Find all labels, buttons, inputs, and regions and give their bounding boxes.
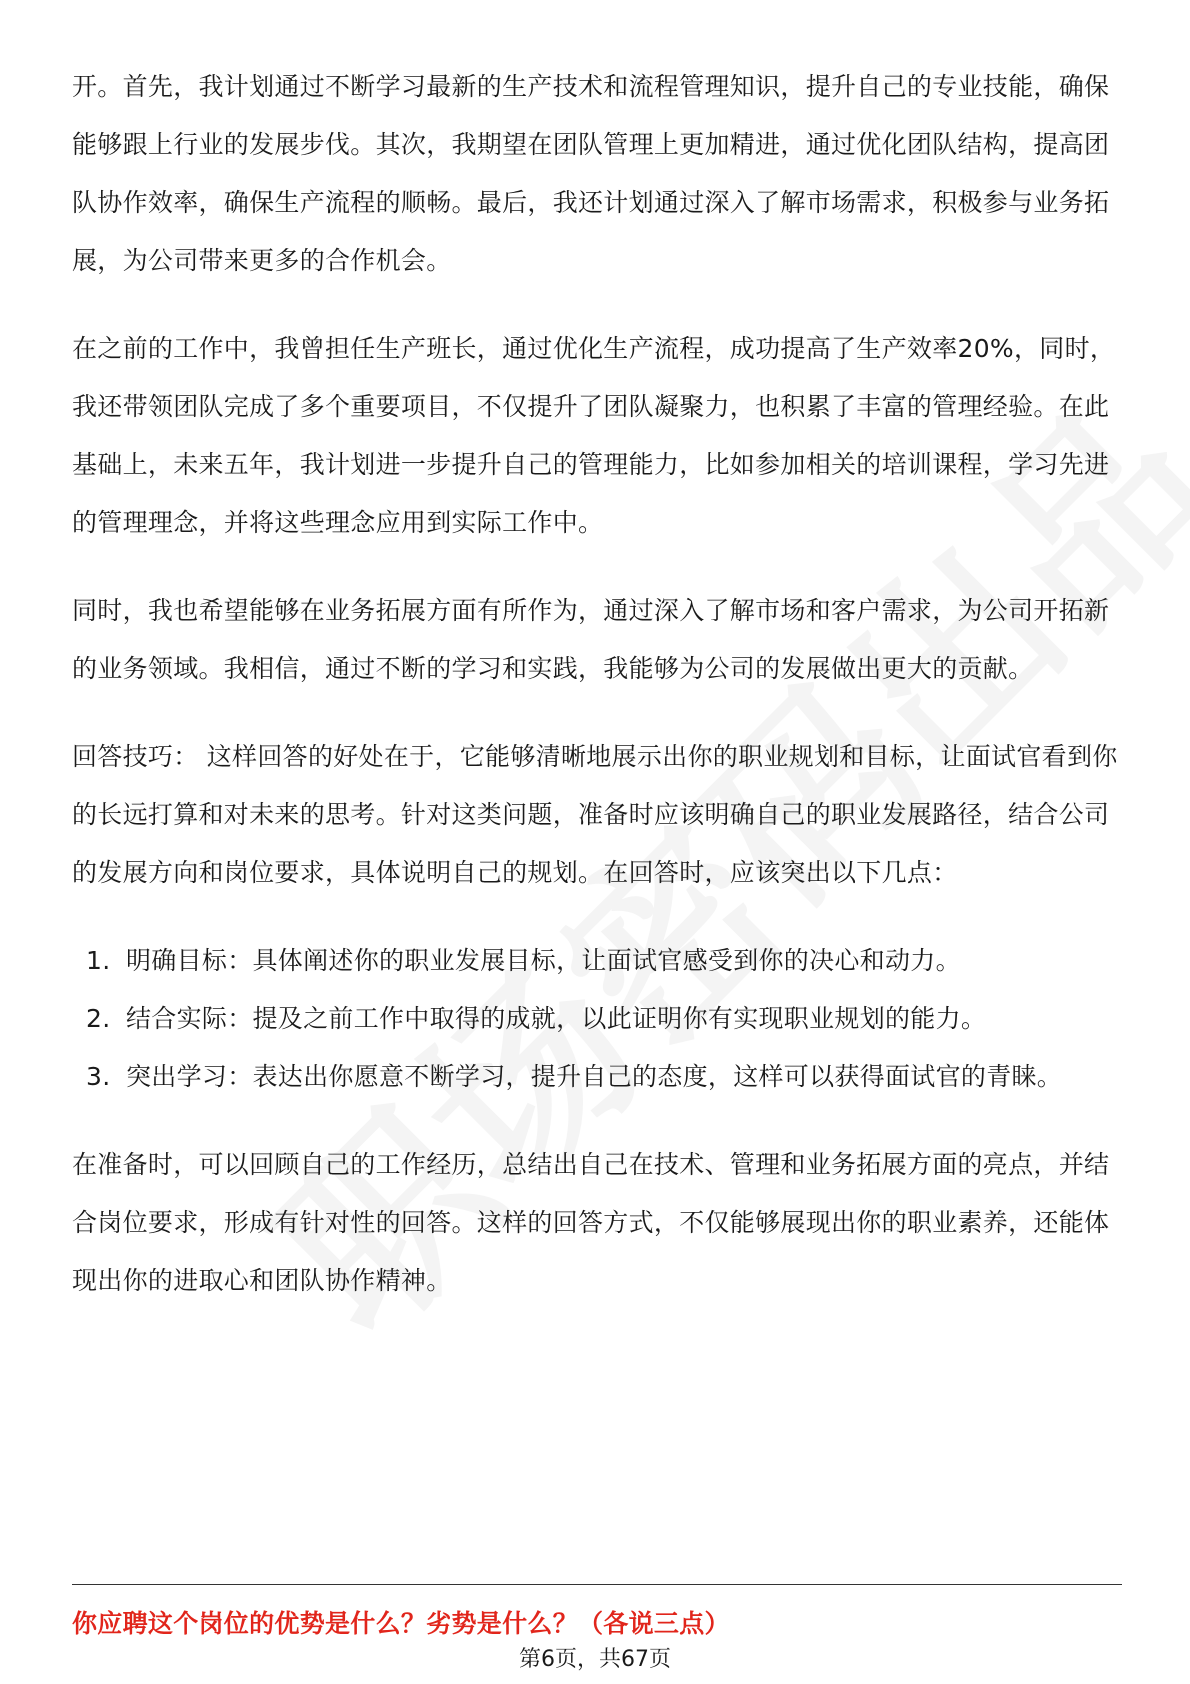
page-number-footer: 第6页，共67页	[519, 1647, 671, 1672]
list-item	[72, 1048, 1122, 1106]
list-number: 1.	[86, 946, 111, 975]
paragraph-2: 在之前的工作中，我曾担任生产班长，通过优化生产流程，成功提高了生产效率20%，同时，我还带领团队完成了多个重要项目，不仅提升了团队凝聚力，也积累了丰富的管理经验。在此基础上，未来五年，我计划进一步提升自己的管理能力，比如参加相关的培训课程，学习先进的管理理念，并将这些理念应用到实际工作中。	[72, 334, 1116, 537]
list-item	[72, 990, 1122, 1048]
closing-paragraph: 在准备时，可以回顾自己的工作经历，总结出自己在技术、管理和业务拓展方面的亮点，并结合岗位要求，形成有针对性的回答。这样的回答方式，不仅能够展现出你的职业素养，还能体现出你的进取心和团队协作精神。	[72, 1150, 1110, 1295]
section-divider	[72, 1584, 1122, 1585]
list-number: 2.	[86, 1004, 111, 1033]
list-text: 突出学习：表达出你愿意不断学习，提升自己的态度，这样可以获得面试官的青睐。	[126, 1062, 1063, 1091]
list-text: 结合实际：提及之前工作中取得的成就，以此证明你有实现职业规划的能力。	[126, 1004, 987, 1033]
list-item	[72, 932, 1122, 990]
next-question-heading: 你应聘这个岗位的优势是什么？劣势是什么？（各说三点）	[72, 1609, 730, 1638]
list-text: 明确目标：具体阐述你的职业发展目标，让面试官感受到你的决心和动力。	[126, 946, 961, 975]
list-number: 3.	[86, 1062, 111, 1091]
paragraph-1: 开。首先，我计划通过不断学习最新的生产技术和流程管理知识，提升自己的专业技能，确保能够跟上行业的发展步伐。其次，我期望在团队管理上更加精进，通过优化团队结构，提高团队协作效率，确保生产流程的顺畅。最后，我还计划通过深入了解市场需求，积极参与业务拓展，为公司带来更多的合作机会。	[72, 72, 1110, 275]
answer-tips-paragraph: 回答技巧： 这样回答的好处在于，它能够清晰地展示出你的职业规划和目标，让面试官看到你的长远打算和对未来的思考。针对这类问题，准备时应该明确自己的职业发展路径，结合公司的发展方向和岗位要求，具体说明自己的规划。在回答时，应该突出以下几点：	[72, 742, 1118, 887]
content-area	[72, 58, 1122, 1340]
tips-list	[72, 932, 1122, 1106]
paragraph-3: 同时，我也希望能够在业务拓展方面有所作为，通过深入了解市场和客户需求，为公司开拓新的业务领域。我相信，通过不断的学习和实践，我能够为公司的发展做出更大的贡献。	[72, 596, 1110, 683]
